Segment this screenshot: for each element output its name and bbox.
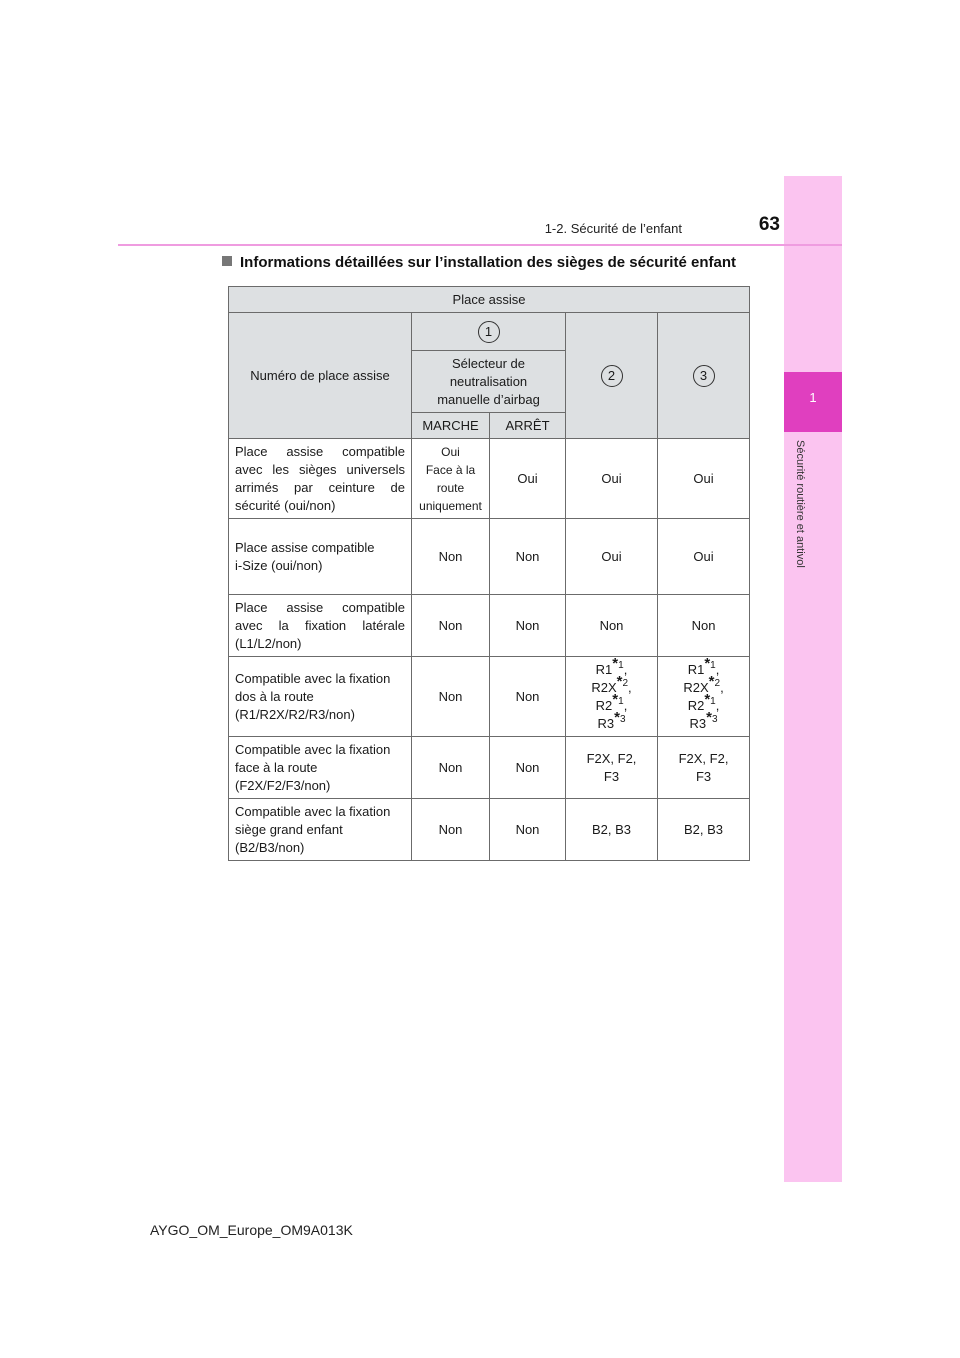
- row-label: Place assise compatible avec les sièges universels arrimés par ceinture de sécurité (oui/non): [229, 439, 412, 519]
- seat-table: [228, 286, 750, 861]
- table-row: [229, 657, 750, 737]
- cell-seat-3: Oui: [658, 439, 750, 519]
- side-strip: [784, 176, 842, 1182]
- section-title: [222, 254, 762, 271]
- table-row: [229, 737, 750, 799]
- cell-on: Oui Face à la route uniquement: [412, 439, 490, 519]
- cell-seat-2: B2, B3: [566, 799, 658, 861]
- cell-off: Non: [490, 519, 566, 595]
- cell-seat-3: Non: [658, 595, 750, 657]
- cell-on: Non: [412, 799, 490, 861]
- row-label: Compatible avec la fixation face à la route (F2X/F2/F3/non): [229, 737, 412, 799]
- seat-3-number-icon: 3: [693, 365, 715, 387]
- cell-seat-2: Oui: [566, 439, 658, 519]
- row-label: Place assise compatible i-Size (oui/non): [229, 519, 412, 595]
- header-seat-1: [412, 313, 566, 351]
- cell-off: Non: [490, 595, 566, 657]
- table-row: [229, 439, 750, 519]
- cell-off: Oui: [490, 439, 566, 519]
- chapter-label: Sécurité routière et antivol: [794, 440, 806, 568]
- cell-on: Non: [412, 657, 490, 737]
- cell-seat-3: R1$^{*1}$, $R2X^{*2}$, R2$^{*1}$, R3$^{*3}$: [658, 657, 750, 737]
- cell-seat-3: B2, B3: [658, 799, 750, 861]
- header-seating-position: Place assise: [229, 287, 750, 313]
- header-off: ARRÊT: [490, 413, 566, 439]
- cell-seat-2: F2X, F2, F3: [566, 737, 658, 799]
- cell-seat-2: R1$^{*1}$, $R2X^{*2}$, R2$^{*1}$, R3$^{*3}$: [566, 657, 658, 737]
- table-row: [229, 519, 750, 595]
- cell-seat-3: Oui: [658, 519, 750, 595]
- header-on: MARCHE: [412, 413, 490, 439]
- cell-seat-2: Non: [566, 595, 658, 657]
- bullet-square-icon: [222, 256, 232, 266]
- cell-seat-2: Oui: [566, 519, 658, 595]
- table-row: [229, 799, 750, 861]
- header-seat-number: Numéro de place assise: [229, 313, 412, 439]
- seat-2-number-icon: 2: [601, 365, 623, 387]
- header-rule: [118, 244, 842, 246]
- page-number: 63: [758, 214, 780, 235]
- cell-off: Non: [490, 737, 566, 799]
- seat-1-number-icon: 1: [478, 321, 500, 343]
- document-id: AYGO_OM_Europe_OM9A013K: [150, 1222, 353, 1238]
- cell-seat-3: F2X, F2, F3: [658, 737, 750, 799]
- chapter-tab-number: 1: [809, 390, 817, 405]
- cell-off: Non: [490, 799, 566, 861]
- header-airbag-selector: Sélecteur de neutralisation manuelle d’airbag: [412, 351, 566, 413]
- header-seat-3: [658, 313, 750, 439]
- cell-on: Non: [412, 737, 490, 799]
- row-label: Compatible avec la fixation dos à la route (R1/R2X/R2/R3/non): [229, 657, 412, 737]
- cell-on: Non: [412, 519, 490, 595]
- cell-off: Non: [490, 657, 566, 737]
- header-seat-2: [566, 313, 658, 439]
- section-title-text: Informations détaillées sur l’installation des sièges de sécurité enfant: [240, 254, 736, 271]
- row-label: Compatible avec la fixation siège grand enfant (B2/B3/non): [229, 799, 412, 861]
- row-label: Place assise compatible avec la fixation latérale (L1/L2/non): [229, 595, 412, 657]
- table-row: [229, 595, 750, 657]
- cell-on: Non: [412, 595, 490, 657]
- running-head: 1-2. Sécurité de l’enfant: [544, 221, 682, 236]
